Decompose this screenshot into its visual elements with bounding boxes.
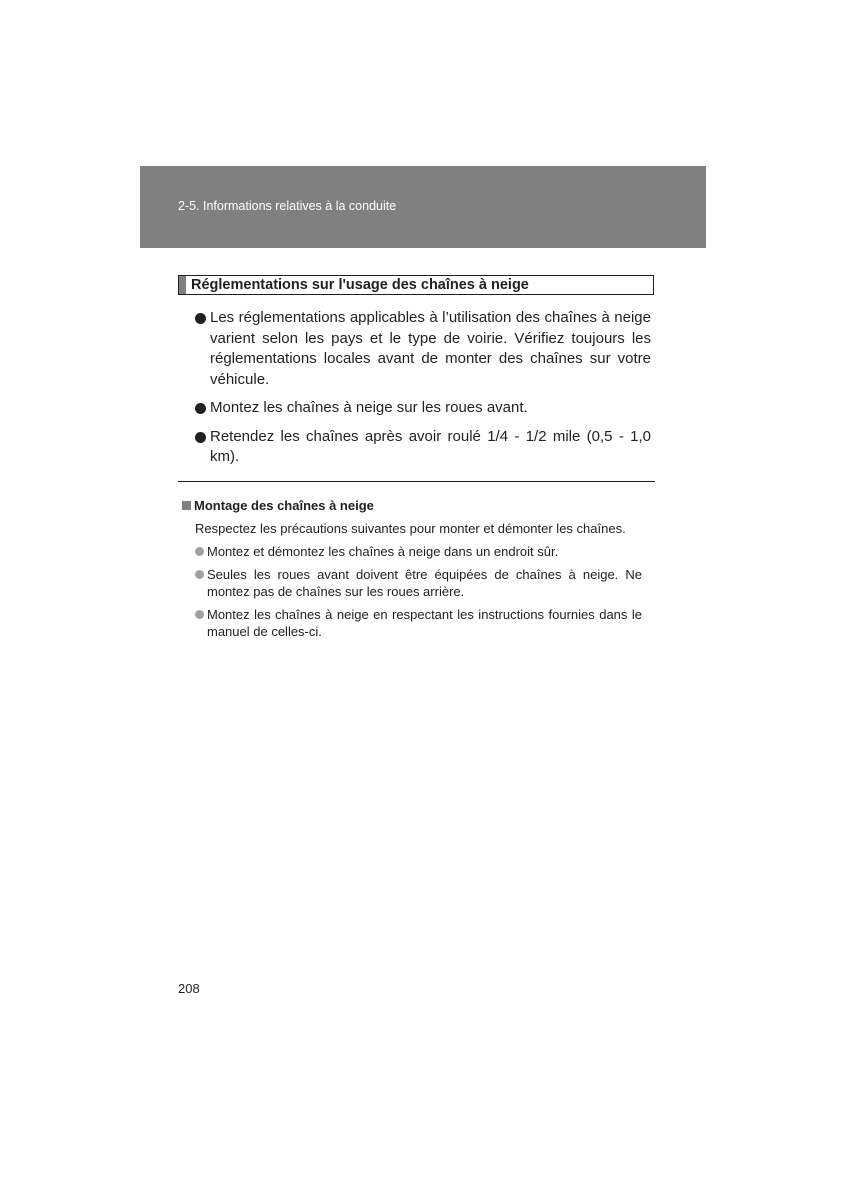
note-item-text: Montez et démontez les chaînes à neige dans un endroit sûr. [207, 544, 559, 559]
note-item [195, 543, 642, 560]
list-item [194, 427, 651, 468]
note-intro: Respectez les précautions suivantes pour monter et démonter les chaînes. [195, 521, 626, 536]
note-item-text: Seules les roues avant doivent être équipées de chaînes à neige. Ne montez pas de chaînes sur les roues arrière. [207, 567, 642, 599]
chapter-header-band [140, 166, 706, 248]
section-heading-text: Réglementations sur l'usage des chaînes à neige [191, 277, 529, 293]
square-icon [182, 501, 191, 510]
regulations-list [194, 308, 651, 476]
note-section [182, 497, 642, 646]
bullet-icon [195, 403, 206, 414]
list-item-text: Les réglementations applicables à l’utilisation des chaînes à neige varient selon les pays et le type de voirie. Vérifiez toujours les réglementations locales avant de monter des chaînes sur votre véhicule. [210, 309, 651, 388]
note-list [195, 543, 642, 640]
bullet-icon [195, 610, 204, 619]
list-item-text: Montez les chaînes à neige sur les roues avant. [210, 399, 528, 416]
bullet-icon [195, 570, 204, 579]
list-item [194, 308, 651, 390]
bullet-icon [195, 547, 204, 556]
section-label: 2-5. Informations relatives à la conduite [178, 199, 397, 213]
section-heading [178, 275, 654, 295]
note-item [195, 606, 642, 640]
bullet-icon [195, 313, 206, 324]
section-divider [178, 481, 655, 482]
note-title-text: Montage des chaînes à neige [194, 498, 374, 513]
note-title [182, 497, 642, 514]
list-item [194, 398, 651, 419]
list-item-text: Retendez les chaînes après avoir roulé 1/4 - 1/2 mile (0,5 - 1,0 km). [210, 427, 651, 465]
bullet-icon [195, 432, 206, 443]
heading-marker [179, 276, 186, 294]
page-number: 208 [178, 981, 200, 996]
note-item-text: Montez les chaînes à neige en respectant les instructions fournies dans le manuel de celles-ci. [207, 607, 642, 639]
note-item [195, 566, 642, 600]
